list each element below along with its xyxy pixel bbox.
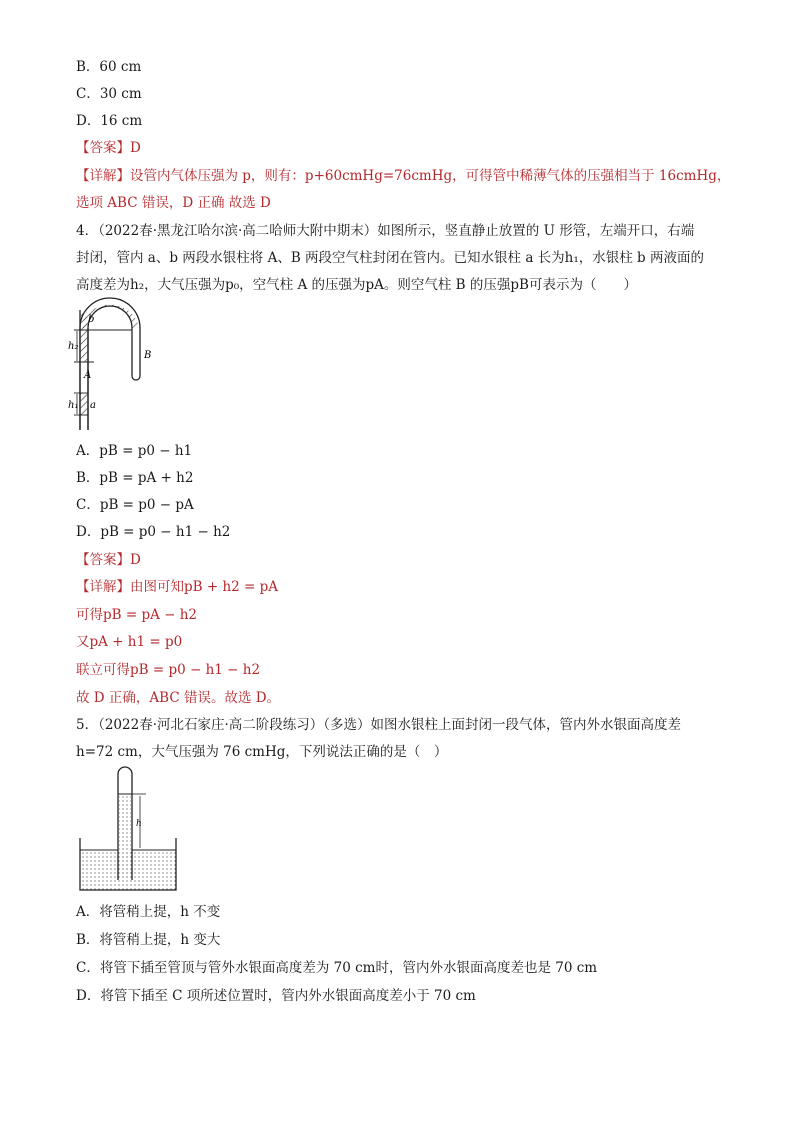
q4-option-b: B．pB = pA + h2 (76, 470, 194, 486)
q4-detail-2: 可得pB = pA − h2 (76, 607, 198, 623)
q4-option-a: A．pB = p0 − h1 (76, 443, 193, 459)
label-h2: h₂ (68, 341, 79, 352)
q5-option-d: D．将管下插至 C 项所述位置时，管内外水银面高度差小于 70 cm (76, 988, 476, 1004)
q4-detail-1: 【详解】由图可知pB + h2 = pA (76, 579, 279, 595)
detail-prev-line2: 选项 ABC 错误，D 正确 故选 D (76, 195, 271, 211)
q4-detail-3: 又pA + h1 = p0 (76, 634, 183, 650)
answer-prev: 【答案】D (76, 140, 141, 156)
option-b-prev: B．60 cm (76, 59, 142, 75)
label-h1: h₁ (68, 400, 79, 411)
option-c-prev: C．30 cm (76, 86, 142, 102)
q4-stem-line1: 4．（2022春·黑龙江哈尔滨·高二哈师大附中期末）如图所示，竖直静止放置的 U 形管，左端开口，右端 (76, 223, 695, 239)
q5-stem-line1: 5．（2022春·河北石家庄·高二阶段练习）（多选）如图水银柱上面封闭一段气体，管内外水银面高度差 (76, 717, 682, 733)
u-tube-figure (70, 298, 170, 433)
label-B: B (144, 350, 152, 361)
q4-detail-5: 故 D 正确，ABC 错误。故选 D。 (76, 690, 281, 706)
q4-stem-line2: 封闭，管内 a、b 两段水银柱将 A、B 两段空气柱封闭在管内。已知水银柱 a 长为h₁，水银柱 b 两液面的 (76, 250, 704, 266)
mercury-tube-figure (78, 768, 178, 894)
option-d-prev: D．16 cm (76, 113, 143, 129)
q4-stem-line3: 高度差为h₂，大气压强为p₀，空气柱 A 的压强为pA。则空气柱 B 的压强pB可表示为（ ） (76, 277, 637, 293)
label-a: a (90, 400, 96, 411)
q5-stem-line2: h=72 cm，大气压强为 76 cmHg，下列说法正确的是（ ） (76, 744, 448, 760)
q4-option-c: C．pB = p0 − pA (76, 497, 194, 513)
label-A: A (84, 370, 92, 381)
label-h: h (136, 819, 142, 829)
q4-answer: 【答案】D (76, 552, 141, 568)
label-b: b (88, 314, 95, 325)
detail-prev-line1: 【详解】设管内气体压强为 p，则有：p+60cmHg=76cmHg，可得管中稀薄气体的压强相当于 16cmHg， (76, 168, 731, 184)
q5-option-a: A．将管稍上提，h 不变 (76, 904, 221, 920)
q4-option-d: D．pB = p0 − h1 − h2 (76, 524, 231, 540)
q5-option-c: C．将管下插至管顶与管外水银面高度差为 70 cm时，管内外水银面高度差也是 70 cm (76, 960, 598, 976)
q5-option-b: B．将管稍上提，h 变大 (76, 932, 221, 948)
q4-detail-4: 联立可得pB = p0 − h1 − h2 (76, 662, 261, 678)
